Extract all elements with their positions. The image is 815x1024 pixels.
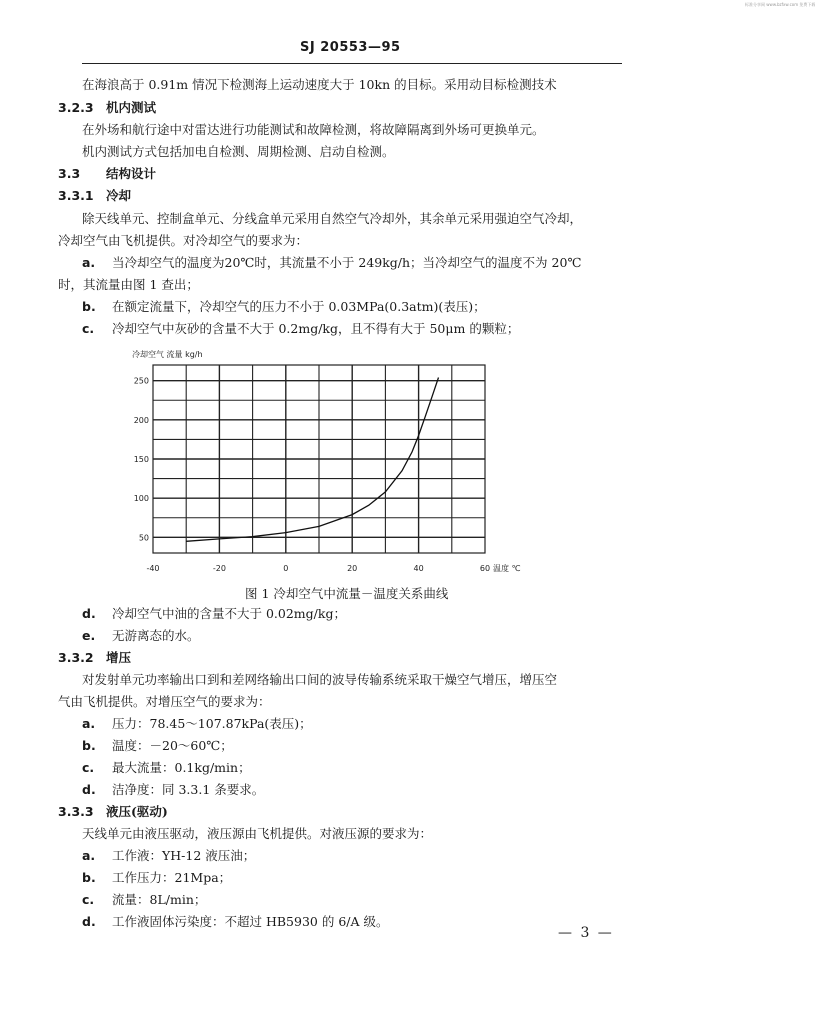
list-item-pressure-b <box>82 738 233 754</box>
list-marker: b. <box>82 870 96 885</box>
x-tick-label: 0 <box>283 564 289 573</box>
list-text: 洁净度：同 3.3.1 条要求。 <box>112 782 265 797</box>
text-line-12: 对发射单元功率输出口到和差网络输出口间的波导传输系统采取干燥空气增压，增压空 <box>82 672 558 687</box>
list-marker: d. <box>82 606 96 621</box>
list-item-pressure-a <box>82 716 312 732</box>
text-line-4: 除天线单元、控制盒单元、分线盒单元采用自然空气冷却外，其余单元采用强迫空气冷却， <box>82 211 583 226</box>
list-text: 冷却空气中灰砂的含量不大于 0.2mg/kg，且不得有大于 50μm 的颗粒； <box>112 321 520 336</box>
y-tick-label: 250 <box>133 376 149 386</box>
list-item-pressure-d <box>82 782 264 798</box>
chart-xlabel: 温度 ℃ <box>493 564 521 573</box>
text-line-3: 机内测试方式包括加电自检测、周期检测、启动自检测。 <box>82 144 395 159</box>
y-tick-label: 200 <box>133 415 149 425</box>
section-title: 液压(驱动) <box>106 804 168 819</box>
text-line-18: 天线单元由液压驱动，液压源由飞机提供。对液压源的要求为： <box>82 826 433 841</box>
list-text: 工作压力：21Mpa； <box>112 870 232 885</box>
text-line-5: 冷却空气由飞机提供。对冷却空气的要求为： <box>58 233 309 248</box>
list-text: 最大流量：0.1kg/min； <box>112 760 251 775</box>
chart-grid <box>153 365 485 553</box>
top-watermark: 标准分享网 www.bzfxw.com 免费下载 <box>745 2 815 7</box>
list-item-a <box>82 255 581 271</box>
list-marker: d. <box>82 782 96 797</box>
section-title: 冷却 <box>106 188 132 203</box>
y-tick-label: 50 <box>138 533 149 543</box>
list-text: 压力：78.45～107.87kPa(表压)； <box>112 716 312 731</box>
document-number: SJ 20553—95 <box>300 40 401 55</box>
list-marker: c. <box>82 760 95 775</box>
y-tick-label: 100 <box>133 494 149 504</box>
text-line-13: 气由飞机提供。对增压空气的要求为： <box>58 694 271 709</box>
section-number: 3.3.2 <box>58 650 94 665</box>
list-item-e <box>82 628 200 644</box>
text-line-7: 时，其流量由图 1 查出； <box>58 277 199 292</box>
list-item-hydraulic-c <box>82 892 206 908</box>
section-3-2-3 <box>58 100 156 116</box>
list-marker: b. <box>82 738 96 753</box>
chart-x-ticks <box>146 564 490 573</box>
chart-y-ticks <box>134 377 149 543</box>
text-line-2: 在外场和航行途中对雷达进行功能测试和故障检测，将故障隔离到外场可更换单元。 <box>82 122 545 137</box>
list-marker: a. <box>82 255 96 270</box>
x-tick-label: -40 <box>146 564 160 573</box>
section-number: 3.3.3 <box>58 804 94 819</box>
list-item-hydraulic-d <box>82 914 388 930</box>
list-item-hydraulic-b <box>82 870 231 886</box>
section-number: 3.3 <box>58 166 81 181</box>
x-tick-label: 20 <box>347 564 358 573</box>
chart-ylabel: 冷却空气 流量 kg/h <box>132 350 203 359</box>
page-number: — 3 — <box>558 925 614 941</box>
list-item-hydraulic-a <box>82 848 255 864</box>
list-text: 当冷却空气的温度为20℃时，其流量不小于 249kg/h；当冷却空气的温度不为 20℃ <box>112 255 582 270</box>
list-text: 温度：－20～60℃； <box>112 738 233 753</box>
section-3-3-3 <box>58 804 168 820</box>
section-3-3 <box>58 166 156 182</box>
list-marker: c. <box>82 321 95 336</box>
list-text: 工作液：YH-12 液压油； <box>112 848 256 863</box>
list-marker: a. <box>82 848 96 863</box>
list-item-d <box>82 606 346 622</box>
section-number: 3.2.3 <box>58 100 94 115</box>
header-rule <box>82 63 622 64</box>
flow-temperature-chart <box>110 345 530 580</box>
x-tick-label: 40 <box>413 564 424 573</box>
section-3-3-2 <box>58 650 131 666</box>
x-tick-label: 60 <box>479 564 491 573</box>
list-item-pressure-c <box>82 760 251 776</box>
list-marker: b. <box>82 299 96 314</box>
list-text: 流量：8L/min； <box>112 892 207 907</box>
list-text: 在额定流量下，冷却空气的压力不小于 0.03MPa(0.3atm)(表压)； <box>112 299 486 314</box>
section-title: 增压 <box>106 650 132 665</box>
list-marker: d. <box>82 914 96 929</box>
list-marker: e. <box>82 628 96 643</box>
section-title: 机内测试 <box>106 100 157 115</box>
list-marker: c. <box>82 892 95 907</box>
x-tick-label: -20 <box>212 564 226 573</box>
section-title: 结构设计 <box>106 166 157 181</box>
figure-caption: 图 1 冷却空气中流量－温度关系曲线 <box>245 586 449 601</box>
list-text: 冷却空气中油的含量不大于 0.02mg/kg； <box>112 606 346 621</box>
list-text: 无游离态的水。 <box>112 628 200 643</box>
list-text: 工作液固体污染度：不超过 HB5930 的 6/A 级。 <box>112 914 389 929</box>
y-tick-label: 150 <box>133 455 149 464</box>
list-item-c <box>82 321 519 337</box>
list-marker: a. <box>82 716 96 731</box>
list-item-b <box>82 299 486 315</box>
section-number: 3.3.1 <box>58 188 94 203</box>
text-line-1: 在海浪高于 0.91m 情况下检测海上运动速度大于 10kn 的目标。采用动目标检测技术 <box>82 77 557 92</box>
section-3-3-1 <box>58 188 131 204</box>
